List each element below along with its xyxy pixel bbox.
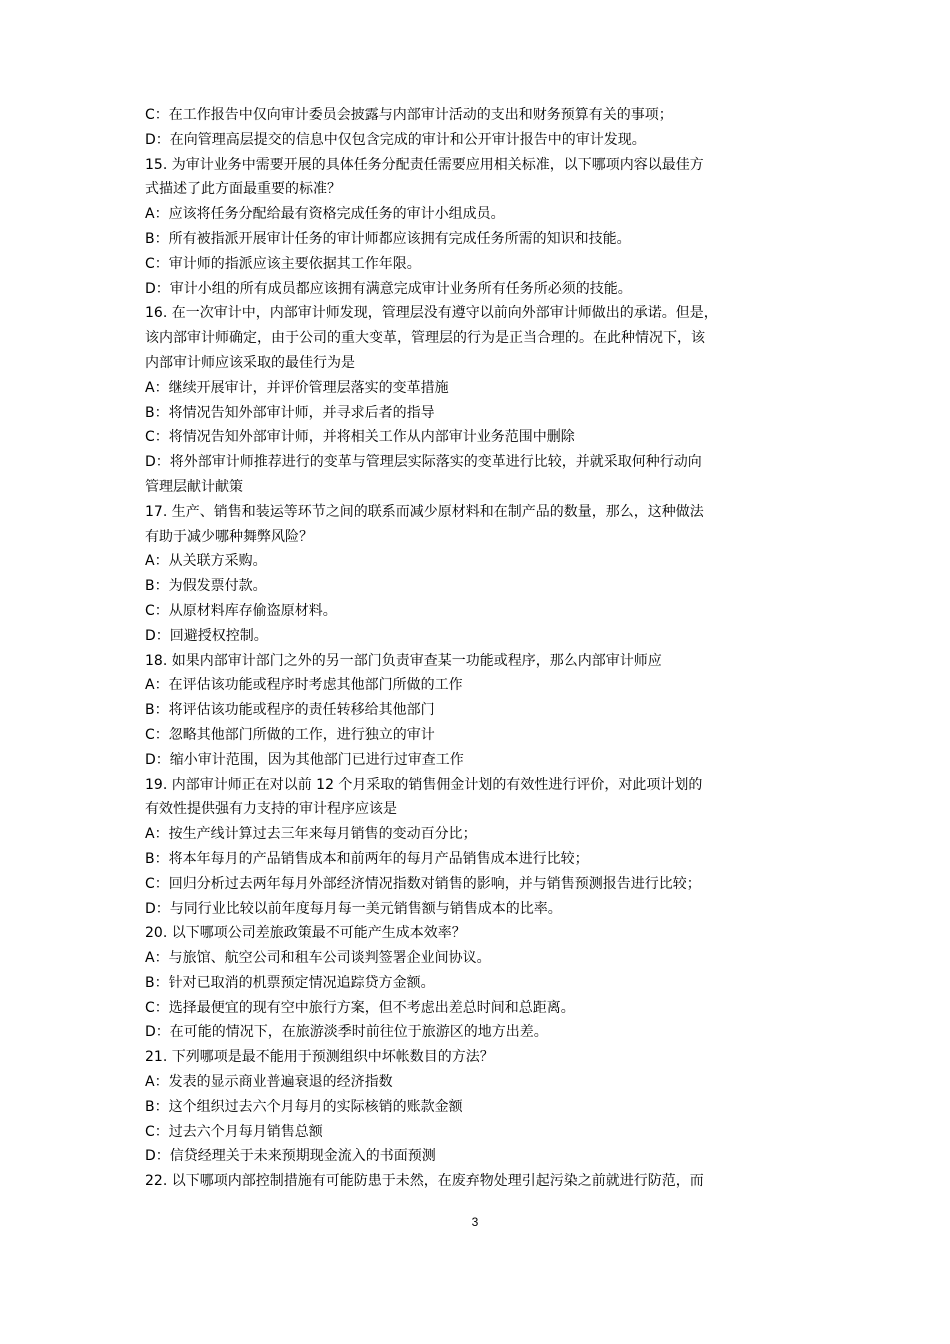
text-line: C：选择最便宜的现有空中旅行方案，但不考虑出差总时间和总距离。 [145,999,575,1016]
text-line: C：从原材料库存偷盗原材料。 [145,602,337,619]
text-line: A：在评估该功能或程序时考虑其他部门所做的工作 [145,677,463,694]
text-line: 有助于减少哪种舞弊风险？ [145,528,313,545]
text-line: B：所有被指派开展审计任务的审计师都应该拥有完成任务所需的知识和技能。 [145,230,631,247]
text-line: 有效性提供强有力支持的审计程序应该是 [145,801,397,818]
text-line: 管理层献计献策 [145,478,243,495]
text-line: 21. 下列哪项是最不能用于预测组织中坏帐数目的方法？ [145,1049,494,1066]
text-line: B：这个组织过去六个月每月的实际核销的账款金额 [145,1098,463,1115]
text-line: B：将评估该功能或程序的责任转移给其他部门 [145,702,435,719]
text-line: 16. 在一次审计中，内部审计师发现，管理层没有遵守以前向外部审计师做出的承诺。但是， [145,305,718,322]
text-line: 内部审计师应该采取的最佳行为是 [145,354,355,371]
page-body [145,103,825,1194]
text-line: B：针对已取消的机票预定情况追踪贷方金额。 [145,974,435,991]
text-line: A：从关联方采购。 [145,553,267,570]
text-line: C：回归分析过去两年每月外部经济情况指数对销售的影响，并与销售预测报告进行比较； [145,875,701,892]
text-line: A：继续开展审计，并评价管理层落实的变革措施 [145,379,449,396]
text-line: 15. 为审计业务中需要开展的具体任务分配责任需要应用相关标准，以下哪项内容以最佳方 [145,156,704,173]
text-line: C：将情况告知外部审计师，并将相关工作从内部审计业务范围中删除 [145,429,575,446]
text-line: 17. 生产、销售和装运等环节之间的联系而减少原材料和在制产品的数量，那么，这种做法 [145,503,704,520]
text-line: 22. 以下哪项内部控制措施有可能防患于未然，在废弃物处理引起污染之前就进行防范，而 [145,1173,704,1190]
text-line: B：将本年每月的产品销售成本和前两年的每月产品销售成本进行比较； [145,850,589,867]
text-line: B：将情况告知外部审计师，并寻求后者的指导 [145,404,435,421]
text-line: D：在可能的情况下，在旅游淡季时前往位于旅游区的地方出差。 [145,1024,548,1041]
text-line: A：与旅馆、航空公司和租车公司谈判签署企业间协议。 [145,950,491,967]
text-line: 18. 如果内部审计部门之外的另一部门负责审查某一功能或程序，那么内部审计师应 [145,652,662,669]
text-line: 式描述了此方面最重要的标准？ [145,181,341,198]
text-line: C：审计师的指派应该主要依据其工作年限。 [145,255,421,272]
text-line: 该内部审计师确定，由于公司的重大变革，管理层的行为是正当合理的。在此种情况下，该 [145,330,705,347]
text-line: B：为假发票付款。 [145,578,267,595]
text-line: D：与同行业比较以前年度每月每一美元销售额与销售成本的比率。 [145,900,562,917]
text-line: 19. 内部审计师正在对以前 12 个月采取的销售佣金计划的有效性进行评价，对此项计划的 [145,776,703,793]
text-line: D：缩小审计范围，因为其他部门已进行过审查工作 [145,751,464,768]
text-line: 20. 以下哪项公司差旅政策最不可能产生成本效率？ [145,925,466,942]
page-number: 3 [471,1215,479,1229]
text-line: D：回避授权控制。 [145,627,268,644]
text-line: D：将外部审计师推荐进行的变革与管理层实际落实的变革进行比较，并就采取何种行动向 [145,454,702,471]
text-line: A：按生产线计算过去三年来每月销售的变动百分比； [145,826,477,843]
text-line: D：信贷经理关于未来预期现金流入的书面预测 [145,1148,436,1165]
text-line: C：过去六个月每月销售总额 [145,1123,323,1140]
text-line: A：应该将任务分配给最有资格完成任务的审计小组成员。 [145,206,505,223]
text-line: D：审计小组的所有成员都应该拥有满意完成审计业务所有任务所必须的技能。 [145,280,632,297]
text-line: C：在工作报告中仅向审计委员会披露与内部审计活动的支出和财务预算有关的事项； [145,107,673,123]
text-line: C：忽略其他部门所做的工作，进行独立的审计 [145,726,435,743]
text-line: D：在向管理高层提交的信息中仅包含完成的审计和公开审计报告中的审计发现。 [145,131,646,148]
text-line: A：发表的显示商业普遍衰退的经济指数 [145,1074,393,1091]
